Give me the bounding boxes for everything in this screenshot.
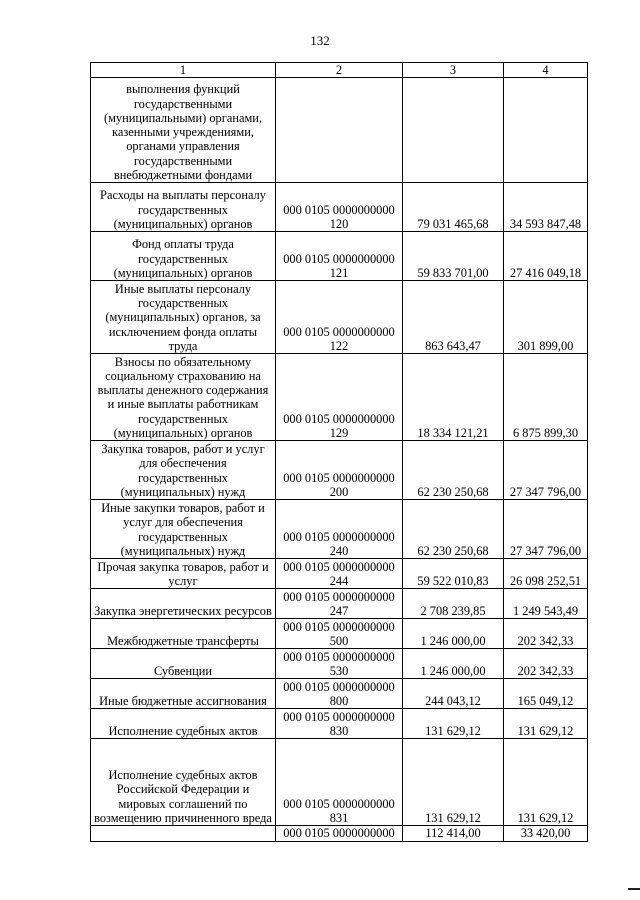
expense-name-cell: Исполнение судебных актов Российской Федерации и мировых соглашений по возмещению причиненного вреда <box>91 739 276 826</box>
column-header: 3 <box>403 63 504 78</box>
budget-code-cell: 000 0105 0000000000 830 <box>276 709 403 739</box>
expense-name-cell: Закупка товаров, работ и услуг для обеспечения государственных (муниципальных) нужд <box>91 441 276 500</box>
expense-name-cell: Субвенции <box>91 649 276 679</box>
table-row <box>91 281 588 354</box>
amount-executed-cell: 34 593 847,48 <box>504 183 588 232</box>
table-row <box>91 441 588 500</box>
table-row <box>91 679 588 709</box>
amount-approved-cell: 112 414,00 <box>403 826 504 841</box>
table-row <box>91 78 588 183</box>
budget-code-cell: 000 0105 0000000000 500 <box>276 619 403 649</box>
table-row <box>91 709 588 739</box>
amount-approved-cell: 59 522 010,83 <box>403 559 504 589</box>
amount-executed-cell: 33 420,00 <box>504 826 588 841</box>
expense-name-cell: Фонд оплаты труда государственных (муниципальных) органов <box>91 232 276 281</box>
budget-code-cell: 000 0105 0000000000 122 <box>276 281 403 354</box>
amount-approved-cell: 1 246 000,00 <box>403 649 504 679</box>
amount-executed-cell: 27 347 796,00 <box>504 500 588 559</box>
amount-approved-cell: 1 246 000,00 <box>403 619 504 649</box>
budget-code-cell: 000 0105 0000000000 121 <box>276 232 403 281</box>
amount-executed-cell: 202 342,33 <box>504 649 588 679</box>
amount-executed-cell: 165 049,12 <box>504 679 588 709</box>
table-row <box>91 354 588 441</box>
expense-name-cell: выполнения функций государственными (муниципальными) органами, казенными учреждениями, органами управления государственными внебюджетными фондами <box>91 78 276 183</box>
budget-code-cell: 000 0105 0000000000 530 <box>276 649 403 679</box>
amount-approved-cell: 131 629,12 <box>403 739 504 826</box>
amount-approved-cell: 79 031 465,68 <box>403 183 504 232</box>
page-number: 132 <box>310 33 330 48</box>
expense-name-cell: Прочая закупка товаров, работ и услуг <box>91 559 276 589</box>
table-row <box>91 649 588 679</box>
amount-approved-cell: 863 643,47 <box>403 281 504 354</box>
budget-code-cell: 000 0105 0000000000 <box>276 826 403 841</box>
budget-code-cell <box>276 78 403 183</box>
budget-table-body <box>91 63 588 842</box>
amount-approved-cell: 62 230 250,68 <box>403 441 504 500</box>
amount-approved-cell: 59 833 701,00 <box>403 232 504 281</box>
table-row <box>91 500 588 559</box>
amount-executed-cell: 27 416 049,18 <box>504 232 588 281</box>
amount-executed-cell <box>504 78 588 183</box>
table-row <box>91 559 588 589</box>
expense-name-cell: Межбюджетные трансферты <box>91 619 276 649</box>
table-row <box>91 826 588 841</box>
scan-mark <box>628 888 640 890</box>
budget-code-cell: 000 0105 0000000000 244 <box>276 559 403 589</box>
table-row <box>91 183 588 232</box>
budget-code-cell: 000 0105 0000000000 129 <box>276 354 403 441</box>
budget-code-cell: 000 0105 0000000000 200 <box>276 441 403 500</box>
amount-approved-cell: 2 708 239,85 <box>403 589 504 619</box>
budget-code-cell: 000 0105 0000000000 831 <box>276 739 403 826</box>
budget-code-cell: 000 0105 0000000000 240 <box>276 500 403 559</box>
table-row <box>91 232 588 281</box>
budget-code-cell: 000 0105 0000000000 800 <box>276 679 403 709</box>
column-header: 2 <box>276 63 403 78</box>
expense-name-cell: Иные выплаты персоналу государственных (муниципальных) органов, за исключением фонда оплаты труда <box>91 281 276 354</box>
expense-name-cell: Иные закупки товаров, работ и услуг для обеспечения государственных (муниципальных) нужд <box>91 500 276 559</box>
table-row <box>91 619 588 649</box>
budget-table <box>90 62 588 842</box>
amount-executed-cell: 1 249 543,49 <box>504 589 588 619</box>
amount-executed-cell: 202 342,33 <box>504 619 588 649</box>
budget-code-cell: 000 0105 0000000000 247 <box>276 589 403 619</box>
column-header: 1 <box>91 63 276 78</box>
amount-approved-cell: 62 230 250,68 <box>403 500 504 559</box>
amount-executed-cell: 6 875 899,30 <box>504 354 588 441</box>
expense-name-cell: Иные бюджетные ассигнования <box>91 679 276 709</box>
table-row <box>91 589 588 619</box>
amount-executed-cell: 131 629,12 <box>504 709 588 739</box>
amount-executed-cell: 131 629,12 <box>504 739 588 826</box>
expense-name-cell: Расходы на выплаты персоналу государственных (муниципальных) органов <box>91 183 276 232</box>
amount-approved-cell: 131 629,12 <box>403 709 504 739</box>
amount-approved-cell: 244 043,12 <box>403 679 504 709</box>
amount-approved-cell: 18 334 121,21 <box>403 354 504 441</box>
column-header: 4 <box>504 63 588 78</box>
budget-code-cell: 000 0105 0000000000 120 <box>276 183 403 232</box>
table-row <box>91 739 588 826</box>
amount-executed-cell: 27 347 796,00 <box>504 441 588 500</box>
table-header-row <box>91 63 588 78</box>
expense-name-cell: Исполнение судебных актов <box>91 709 276 739</box>
amount-approved-cell <box>403 78 504 183</box>
amount-executed-cell: 26 098 252,51 <box>504 559 588 589</box>
expense-name-cell <box>91 826 276 841</box>
expense-name-cell: Закупка энергетических ресурсов <box>91 589 276 619</box>
expense-name-cell: Взносы по обязательному социальному страхованию на выплаты денежного содержания и иные выплаты работникам государственных (муниципальных) органов <box>91 354 276 441</box>
amount-executed-cell: 301 899,00 <box>504 281 588 354</box>
